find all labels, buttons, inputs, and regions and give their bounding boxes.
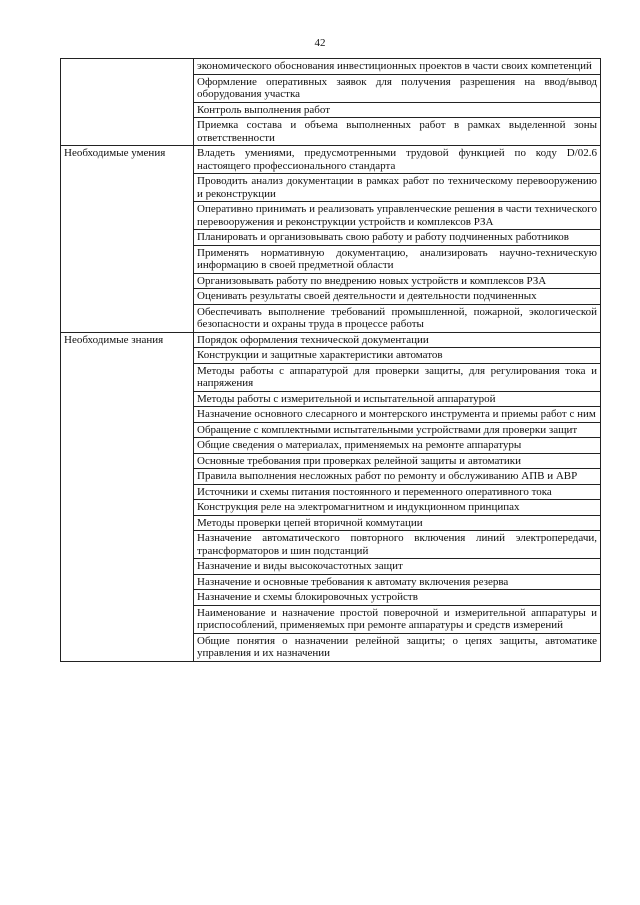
requirement-item: Назначение и виды высокочастотных защит xyxy=(194,559,601,575)
requirement-item: Конструкции и защитные характеристики автоматов xyxy=(194,348,601,364)
requirement-item: Оценивать результаты своей деятельности и деятельности подчиненных xyxy=(194,289,601,305)
requirements-table-body xyxy=(61,59,601,662)
requirement-item: Обеспечивать выполнение требований промышленной, пожарной, экологической безопасности и охраны труда в процессе работы xyxy=(194,304,601,332)
requirement-item: Контроль выполнения работ xyxy=(194,102,601,118)
requirement-item: Назначение и основные требования к автомату включения резерва xyxy=(194,574,601,590)
requirement-item: Правила выполнения несложных работ по ремонту и обслуживанию АПВ и АВР xyxy=(194,469,601,485)
requirement-item: Назначение автоматического повторного включения линий электропередачи, трансформаторов и шин подстанций xyxy=(194,531,601,559)
requirement-item: Методы работы с аппаратурой для проверки защиты, для регулирования тока и напряжения xyxy=(194,363,601,391)
requirement-item: экономического обоснования инвестиционных проектов в части своих компетенций xyxy=(194,59,601,75)
requirement-item: Источники и схемы питания постоянного и переменного оперативного тока xyxy=(194,484,601,500)
requirement-item: Порядок оформления технической документации xyxy=(194,332,601,348)
requirement-item: Общие понятия о назначении релейной защиты; о цепях защиты, автоматике управления и их назначении xyxy=(194,633,601,661)
requirement-item: Назначение основного слесарного и монтерского инструмента и приемы работ с ним xyxy=(194,407,601,423)
table-row xyxy=(61,59,601,75)
requirement-item: Владеть умениями, предусмотренными трудовой функцией по коду D/02.6 настоящего профессионального стандарта xyxy=(194,146,601,174)
requirement-item: Назначение и схемы блокировочных устройств xyxy=(194,590,601,606)
requirement-item: Приемка состава и объема выполненных работ в рамках выделенной зоны ответственности xyxy=(194,118,601,146)
requirement-item: Оперативно принимать и реализовать управленческие решения в части технического перевооружения и реконструкции устройств и комплексов РЗА xyxy=(194,202,601,230)
requirement-item: Основные требования при проверках релейной защиты и автоматики xyxy=(194,453,601,469)
requirement-item: Методы проверки цепей вторичной коммутации xyxy=(194,515,601,531)
requirement-item: Конструкция реле на электромагнитном и индукционном принципах xyxy=(194,500,601,516)
requirements-table xyxy=(60,58,601,662)
requirement-item: Оформление оперативных заявок для получения разрешения на ввод/вывод оборудования участка xyxy=(194,74,601,102)
section-label xyxy=(61,59,194,146)
requirement-item: Организовывать работу по внедрению новых устройств и комплексов РЗА xyxy=(194,273,601,289)
requirement-item: Общие сведения о материалах, применяемых на ремонте аппаратуры xyxy=(194,438,601,454)
requirement-item: Планировать и организовывать свою работу и работу подчиненных работников xyxy=(194,230,601,246)
section-label: Необходимые умения xyxy=(61,146,194,333)
requirement-item: Применять нормативную документацию, анализировать научно-техническую информацию в своей предметной области xyxy=(194,245,601,273)
requirement-item: Проводить анализ документации в рамках работ по техническому перевооружению и реконструкции xyxy=(194,174,601,202)
section-label: Необходимые знания xyxy=(61,332,194,661)
requirement-item: Методы работы с измерительной и испытательной аппаратурой xyxy=(194,391,601,407)
page-number: 42 xyxy=(314,37,326,49)
table-row xyxy=(61,332,601,348)
requirement-item: Наименование и назначение простой поверочной и измерительной аппаратуры и приспособлений, применяемых при ремонте аппаратуры и средств измерений xyxy=(194,605,601,633)
table-row xyxy=(61,146,601,174)
requirement-item: Обращение с комплектными испытательными устройствами для проверки защит xyxy=(194,422,601,438)
